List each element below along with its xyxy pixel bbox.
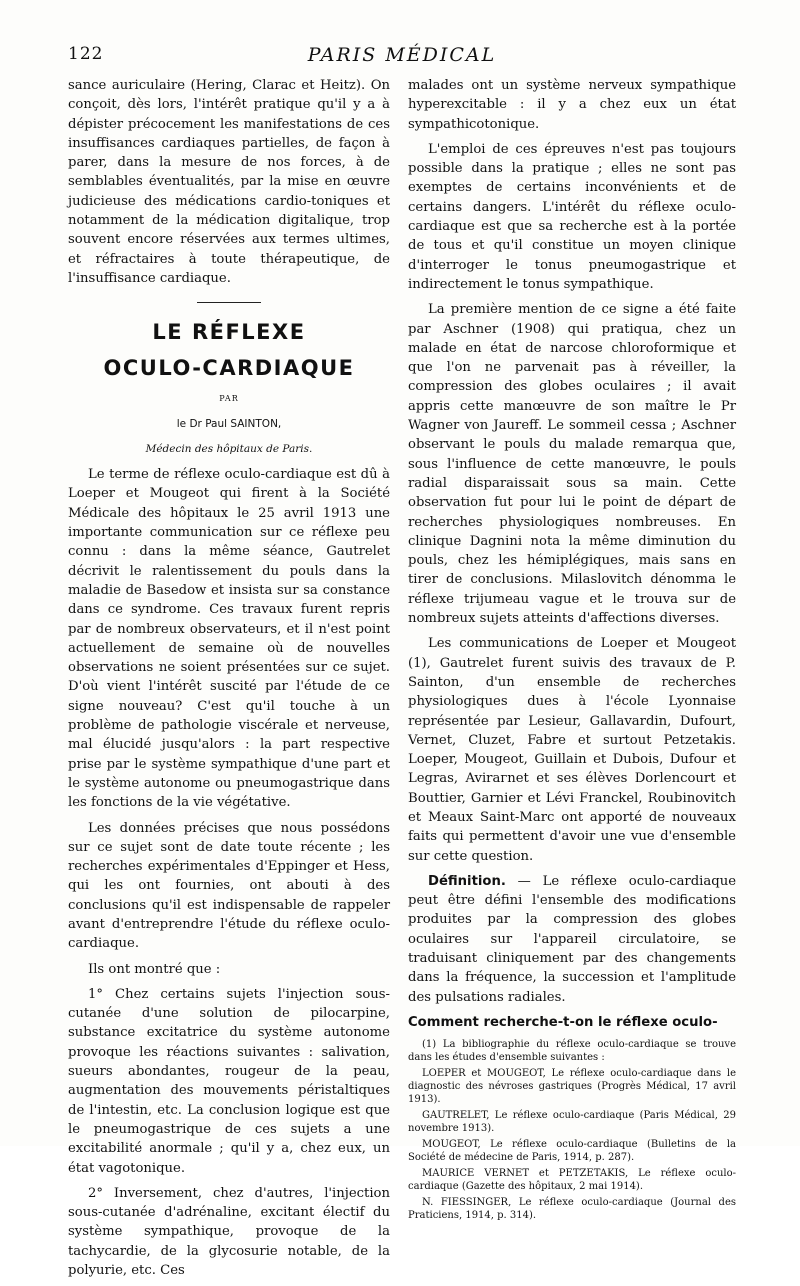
- body-paragraph: Les données précises que nous possédons sur ce sujet sont de date toute récente ; les recherches expérimentales d'Eppinger et Hess, qui les ont fournies, ont abouti à des conclusions qu'il est indispensable de rappeler avant d'entreprendre l'étude du réflexe oculo-cardiaque.: [68, 820, 390, 952]
- footnote-item: MOUGEOT, Le réflexe oculo-cardiaque (Bulletins de la Société de médecine de Paris, 1914, p. 287).: [408, 1139, 736, 1164]
- body-paragraph: Ils ont montré que :: [88, 961, 221, 977]
- journal-title: PARIS MÉDICAL: [307, 44, 497, 66]
- definition-label: Définition.: [428, 873, 506, 889]
- body-paragraph: malades ont un système nerveux sympathique hyperexcitable : il y a chez eux un état sympathicotonique.: [408, 78, 736, 132]
- footnote-item: MAURICE VERNET et PETZETAKIS, Le réflexe oculo-cardiaque (Gazette des hôpitaux, 2 mai 1914).: [408, 1168, 736, 1193]
- right-column: [408, 76, 736, 1225]
- footnotes: [408, 1038, 736, 1222]
- intro-paragraph: sance auriculaire (Hering, Clarac et Heitz). On conçoit, dès lors, l'intérêt pratique qu'il y a à dépister précocement les manifestations de ces insuffisances cardiaques partielles, de façon à parer, dans la mesure de nos forces, à de semblables éventualités, par la mise en œuvre judicieuse des médications cardio-toniques et notamment de la médication digitalique, trop souvent encore réservées aux termes ultimes, et réfractaires à toute thérapeutique, de l'insuffisance cardiaque.: [68, 78, 390, 286]
- definition-text: — Le réflexe oculo-cardiaque peut être défini l'ensemble des modifications produites par la compression des globes oculaires sur l'appareil circulatoire, se traduisant cliniquement par des changements dans la fréquence, la succession et l'amplitude des pulsations radiales.: [408, 873, 736, 1005]
- body-paragraph: Les communications de Loeper et Mougeot (1), Gautrelet furent suivis des travaux de P. Sainton, d'un ensemble de recherches physiologiques dues à l'école Lyonnaise représentée par Lesieur, Gallavardin, Dufourt, Vernet, Cluzet, Fabre et surtout Petzetakis. Loeper, Mougeot, Guillain et Dubois, Dufour et Legras, Avirагnet et ses élèves Dorlencourt et Bouttier, Garnier et Lévi Franckel, Roubinovitch et Meaux Saint-Marc ont apporté de nouveaux faits qui permettent d'avoir une vue d'ensemble sur cette question.: [408, 636, 736, 864]
- body-paragraph: 1° Chez certains sujets l'injection sous-cutanée d'une solution de pilocarpine, substance excitatrice du système autonome provoque les réactions suivantes : salivation, sueurs abondantes, rougeur de la peau, augmentation des mouvements péristaltiques de l'intestin, etc. La conclusion logique est que le pneumogastrique de ces sujets a une excitabilité anormale ; qu'il y a, chez eux, un état vagotonique.: [68, 986, 390, 1176]
- article-title-line1: LE RÉFLEXE: [152, 320, 306, 345]
- footnote-item: GAUTRELET, Le réflexe oculo-cardiaque (Paris Médical, 29 novembre 1913).: [408, 1110, 736, 1135]
- byline-author: le Dr Paul SAINTON,: [176, 417, 282, 430]
- footnote-item: LOEPER et MOUGEOT, Le réflexe oculo-cardiaque dans le diagnostic des névroses gastriques (Progrès Médical, 17 avril 1913).: [408, 1068, 736, 1106]
- footnote-item: N. FIESSINGER, Le réflexe oculo-cardiaque (Journal des Praticiens, 1914, p. 314).: [408, 1197, 736, 1222]
- section-heading: Comment recherche-t-on le réflexe oculo-: [408, 1014, 718, 1030]
- page-header: [68, 44, 736, 70]
- left-column: [68, 76, 390, 1286]
- body-paragraph: L'emploi de ces épreuves n'est pas toujours possible dans la pratique ; elles ne sont pas exemptes de certains inconvénients et de certains dangers. L'intérêt du réflexe oculo-cardiaque est que sa recherche est à la portée de tous et qu'il constitue un moyen clinique d'interroger le tonus pneumogastrique et indirectement le tonus sympathique.: [408, 141, 736, 292]
- separator-rule: [197, 302, 261, 303]
- definition-paragraph: [408, 872, 736, 1007]
- article-title-line2: OCULO-CARDIAQUE: [103, 356, 355, 381]
- body-paragraph: La première mention de ce signe a été faite par Aschner (1908) qui pratiqua, chez un malade en état de narcose chloroformique et que l'on ne parvenait pas à réveiller, la compression des globes oculaires ; il avait appris cette manœuvre de son maître le Pr Wagner von Jaureff. Le sommeil cessa ; Aschner observant le pouls du malade remarqua que, sous l'influence de cette manœuvre, le pouls radial disparaissait sous sa main. Cette observation fut pour lui le point de départ de recherches physiologiques nombreuses. En clinique Dagnini nota la même diminution du pouls, chez les hémiplégiques, mais sans en tirer de conclusions. Milaslovitch dénomma le réflexe trijumeau vague et le trouva sur de nombreux sujets atteints d'affections diverses.: [408, 302, 736, 627]
- byline-affiliation: Médecin des hôpitaux de Paris.: [145, 442, 313, 455]
- page-number: 122: [68, 44, 104, 64]
- byline-par: PAR: [219, 394, 239, 404]
- body-paragraph: 2° Inversement, chez d'autres, l'injection sous-cutanée d'adrénaline, excitant électif du système sympathique, provoque de la tachycardie, de la glycosurie notable, de la polyurie, etc. Ces: [68, 1185, 390, 1279]
- body-paragraph: Le terme de réflexe oculo-cardiaque est dû à Loeper et Mougeot qui firent à la Société Médicale des hôpitaux le 25 avril 1913 une importante communication sur ce réflexe peu connu : dans la même séance, Gautrelet décrivit le ralentissement du pouls dans la maladie de Basedow et insista sur sa constance dans ce syndrome. Ces travaux furent repris par de nombreux observateurs, et il n'est point actuellement de semaine où de nouvelles observations ne soient présentées sur ce sujet. D'où vient l'intérêt suscité par l'étude de ce signe nouveau? C'est qu'il touche à un problème de pathologie viscérale et nerveuse, mal élucidé jusqu'alors : la part respective prise par le système sympathique d'une part et le système autonome ou pneumogastrique dans les fonctions de la vie végétative.: [68, 467, 390, 811]
- footnote-intro: (1) La bibliographie du réflexe oculo-cardiaque se trouve dans les études d'ensemble suivantes :: [408, 1039, 736, 1064]
